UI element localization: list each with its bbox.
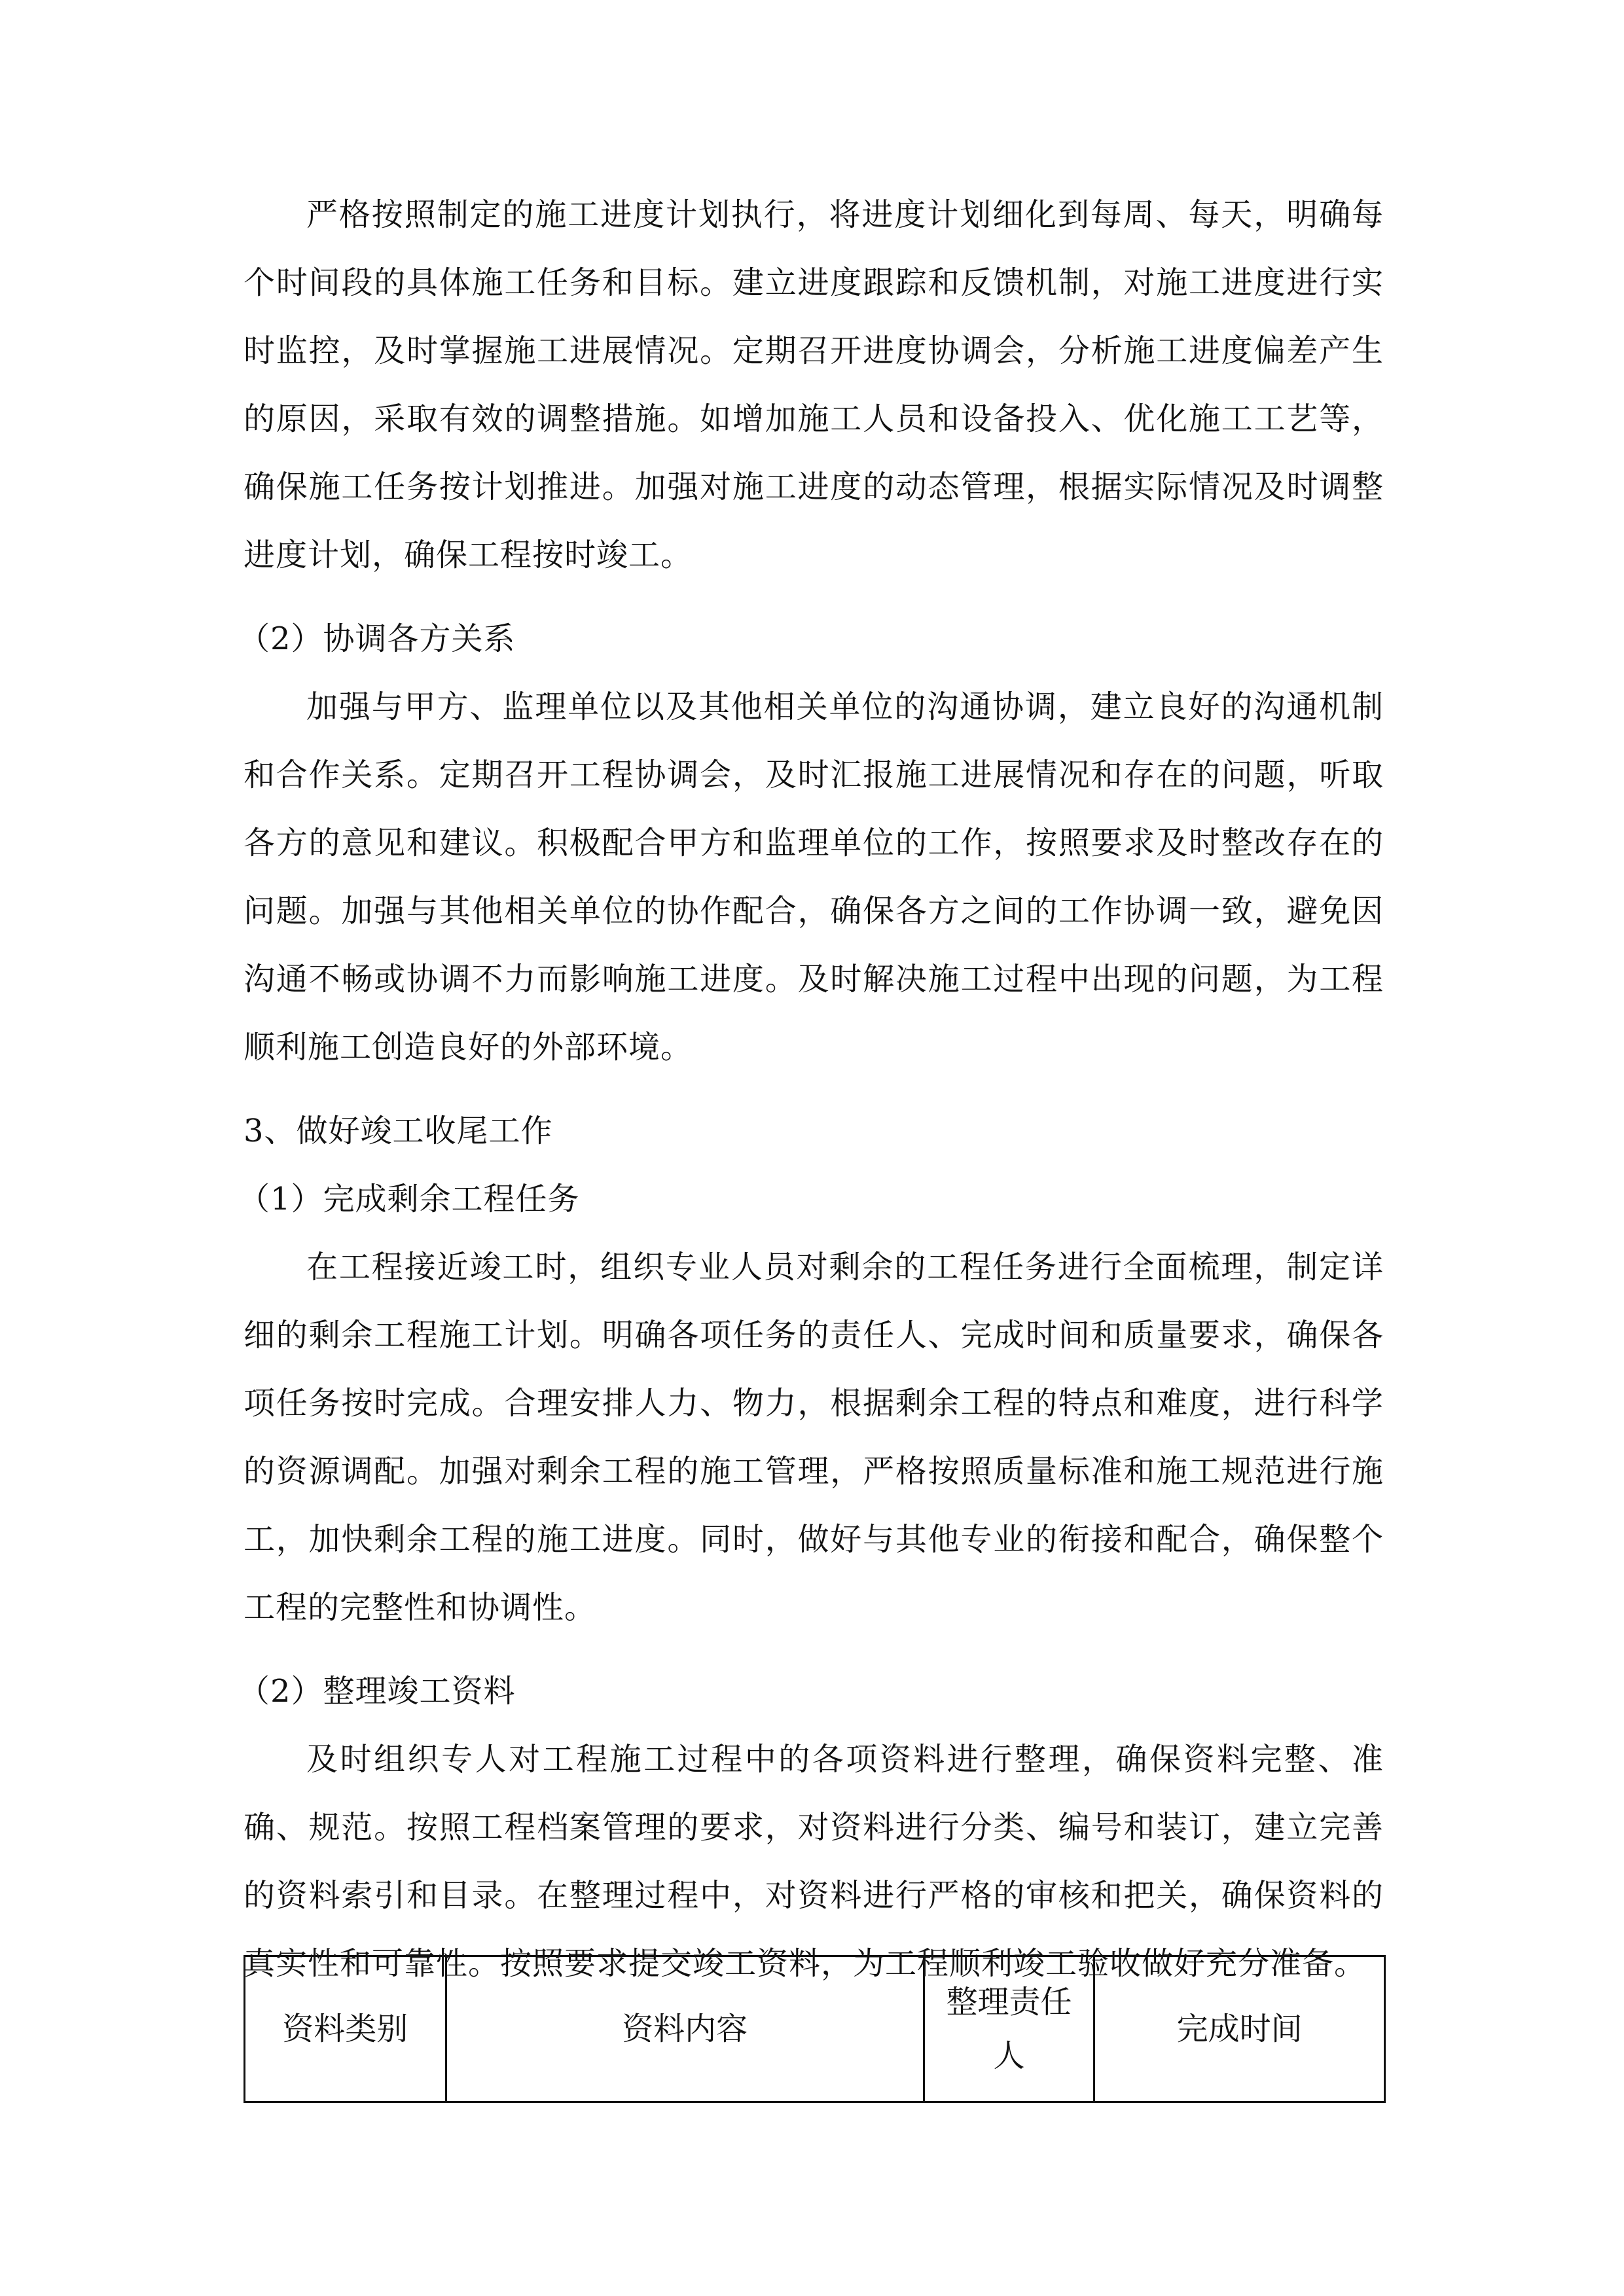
heading-remaining-tasks: （1）完成剩余工程任务: [238, 1181, 580, 1217]
paragraph-remaining-tasks: 在工程接近竣工时，组织专业人员对剩余的工程任务进行全面梳理，制定详细的剩余工程施工计划。明确各项任务的责任人、完成时间和质量要求，确保各项任务按时完成。合理安排人力、物力，根据剩余工程的特点和难度，进行科学的资源调配。加强对剩余工程的施工管理，严格按照质量标准和施工规范进行施工，加快剩余工程的施工进度。同时，做好与其他专业的衔接和配合，确保整个工程的完整性和协调性。: [244, 1249, 1384, 1626]
paragraph-progress-plan: 严格按照制定的施工进度计划执行，将进度计划细化到每周、每天，明确每个时间段的具体施工任务和目标。建立进度跟踪和反馈机制，对施工进度进行实时监控，及时掌握施工进展情况。定期召开进度协调会，分析施工进度偏差产生的原因，采取有效的调整措施。如增加施工人员和设备投入、优化施工工艺等，确保施工任务按计划推进。加强对施工进度的动态管理，根据实际情况及时调整进度计划，确保工程按时竣工。: [244, 196, 1384, 573]
heading-coordinate-parties: （2）协调各方关系: [238, 620, 516, 657]
heading-section-3: 3、做好竣工收尾工作: [244, 1113, 553, 1149]
heading-completion-documents: （2）整理竣工资料: [238, 1673, 516, 1710]
paragraph-completion-documents: 及时组织专人对工程施工过程中的各项资料进行整理，确保资料完整、准确、规范。按照工程档案管理的要求，对资料进行分类、编号和装订，建立完善的资料索引和目录。在整理过程中，对资料进行严格的审核和把关，确保资料的真实性和可靠性。按照要求提交竣工资料，为工程顺利竣工验收做好充分准备。: [244, 1741, 1384, 1982]
column-header-category: 资料类别: [245, 1956, 446, 2102]
table-header-row: [245, 1956, 1385, 2102]
paragraph-coordination: 加强与甲方、监理单位以及其他相关单位的沟通协调，建立良好的沟通机制和合作关系。定期召开工程协调会，及时汇报施工进展情况和存在的问题，听取各方的意见和建议。积极配合甲方和监理单位的工作，按照要求及时整改存在的问题。加强与其他相关单位的协作配合，确保各方之间的工作协调一致，避免因沟通不畅或协调不力而影响施工进度。及时解决施工过程中出现的问题，为工程顺利施工创造良好的外部环境。: [244, 689, 1384, 1066]
column-header-content: 资料内容: [446, 1956, 924, 2102]
column-header-completion-time: 完成时间: [1094, 1956, 1385, 2102]
documents-table: [244, 1955, 1386, 2103]
column-header-responsible: 整理责任人: [924, 1956, 1094, 2102]
document-body: [238, 181, 1384, 1998]
